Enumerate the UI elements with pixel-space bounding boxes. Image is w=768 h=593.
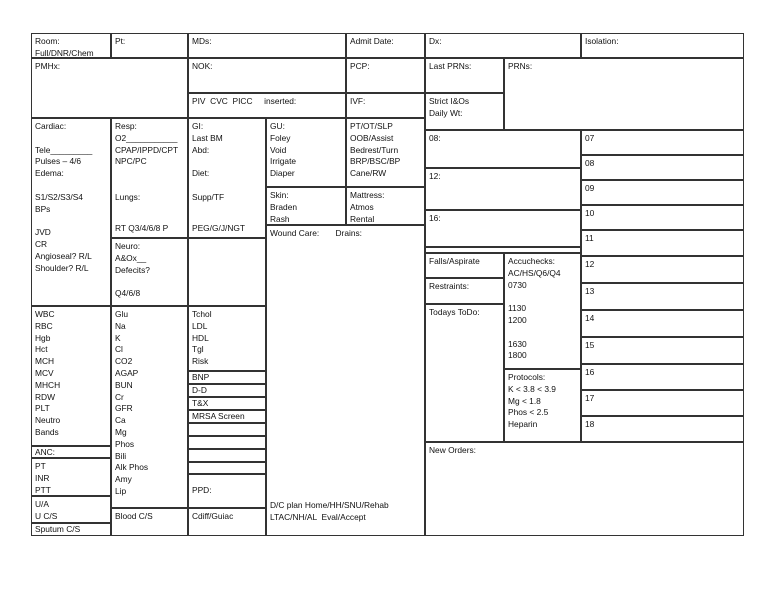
falls-cell: Falls/Aspirate bbox=[425, 253, 504, 278]
ua-cell: U/A U C/S bbox=[31, 496, 111, 523]
dx-cell: Dx: bbox=[425, 33, 581, 58]
lab-blank-1 bbox=[188, 423, 266, 436]
hour-12: 12 bbox=[581, 256, 744, 283]
notes-16-cell: 16: bbox=[425, 210, 581, 247]
hour-17: 17 bbox=[581, 390, 744, 416]
pcp-cell: PCP: bbox=[346, 58, 425, 93]
hour-15: 15 bbox=[581, 337, 744, 364]
pmhx-cell: PMHx: bbox=[31, 58, 188, 118]
hour-11: 11 bbox=[581, 230, 744, 256]
accuchecks-cell: Accuchecks: AC/HS/Q6/Q4 0730 1130 1200 1630 1800 bbox=[504, 253, 581, 369]
notes-12-cell: 12: bbox=[425, 168, 581, 210]
sputum-cell: Sputum C/S bbox=[31, 523, 111, 536]
prns-cell: PRNs: bbox=[504, 58, 744, 130]
hour-18: 18 bbox=[581, 416, 744, 442]
peg-text: PEG/G/J/NGT bbox=[192, 223, 246, 233]
gi-text: GI: Last BM Abd: Diet: Supp/TF bbox=[192, 121, 225, 202]
wound-drains-cell: Wound Care: Drains: bbox=[266, 225, 425, 536]
blood-cs-cell: Blood C/S bbox=[111, 508, 188, 536]
coags-cell: PT INR PTT bbox=[31, 458, 111, 496]
restraints-cell: Restraints: bbox=[425, 278, 504, 304]
nok-cell: NOK: bbox=[188, 58, 346, 93]
patient-cell: Pt: bbox=[111, 33, 188, 58]
report-sheet bbox=[31, 33, 744, 536]
resp-text: Resp: O2___________ CPAP/IPPD/CPT NPC/PC Lungs: bbox=[115, 121, 179, 202]
hour-16: 16 bbox=[581, 364, 744, 390]
strict-io-cell: Strict I&Os Daily Wt: bbox=[425, 93, 504, 130]
resp-rt-text: RT Q3/4/6/8 P bbox=[115, 223, 169, 233]
mattress-cell: Mattress: Atmos Rental bbox=[346, 187, 425, 225]
dc-plan-text: D/C plan Home/HH/SNU/Rehab LTAC/NH/AL Eval/Accept bbox=[270, 500, 389, 522]
lab-blank-4 bbox=[188, 462, 266, 474]
lab-blank-3 bbox=[188, 449, 266, 462]
new-orders-cell: New Orders: bbox=[425, 442, 744, 536]
protocols-cell: Protocols: K < 3.8 < 3.9 Mg < 1.8 Phos < 2.5 Heparin bbox=[504, 369, 581, 442]
room-cell: Room: Full/DNR/Chem bbox=[31, 33, 111, 58]
skin-cell: Skin: Braden Rash bbox=[266, 187, 346, 225]
cdiff-cell: Cdiff/Guiac bbox=[188, 508, 266, 536]
mds-cell: MDs: bbox=[188, 33, 346, 58]
gi-blank-cell bbox=[188, 238, 266, 306]
chem-cell: Glu Na K Cl CO2 AGAP BUN Cr GFR Ca Mg Phos Bili Alk Phos Amy Lip bbox=[111, 306, 188, 508]
todo-cell: Todays ToDo: bbox=[425, 304, 504, 442]
tx-cell: T&X bbox=[188, 397, 266, 410]
hour-13: 13 bbox=[581, 283, 744, 310]
ppd-cell: PPD: bbox=[188, 474, 266, 508]
bnp-cell: BNP bbox=[188, 371, 266, 384]
mrsa-cell: MRSA Screen bbox=[188, 410, 266, 423]
dd-cell: D-D bbox=[188, 384, 266, 397]
admit-date-cell: Admit Date: bbox=[346, 33, 425, 58]
cardiac-cell: Cardiac: Tele_________ Pulses – 4/6 Edema: S1/S2/S3/S4 BPs JVD CR Angioseal? R/L Shoulder? R/L bbox=[31, 118, 111, 306]
neuro-cell: Neuro: A&Ox__ Defecits? Q4/6/8 bbox=[111, 238, 188, 306]
ivf-cell: IVF: bbox=[346, 93, 425, 118]
notes-08-cell: 08: bbox=[425, 130, 581, 168]
gu-cell: GU: Foley Void Irrigate Diaper bbox=[266, 118, 346, 187]
last-prns-cell: Last PRNs: bbox=[425, 58, 504, 93]
lab-blank-2 bbox=[188, 436, 266, 449]
hour-09: 09 bbox=[581, 180, 744, 205]
hour-07: 07 bbox=[581, 130, 744, 155]
hour-08: 08 bbox=[581, 155, 744, 180]
cbc-cell: WBC RBC Hgb Hct MCH MCV MHCH RDW PLT Neutro Bands bbox=[31, 306, 111, 446]
anc-cell: ANC: bbox=[31, 446, 111, 458]
hour-14: 14 bbox=[581, 310, 744, 337]
activity-cell: PT/OT/SLP OOB/Assist Bedrest/Turn BRP/BSC/BP Cane/RW bbox=[346, 118, 425, 187]
lipids-cell: Tchol LDL HDL Tgl Risk bbox=[188, 306, 266, 371]
gi-cell bbox=[188, 118, 266, 238]
hour-10: 10 bbox=[581, 205, 744, 230]
lines-cell: PIV CVC PICC inserted: bbox=[188, 93, 346, 118]
isolation-cell: Isolation: bbox=[581, 33, 744, 58]
resp-cell bbox=[111, 118, 188, 238]
